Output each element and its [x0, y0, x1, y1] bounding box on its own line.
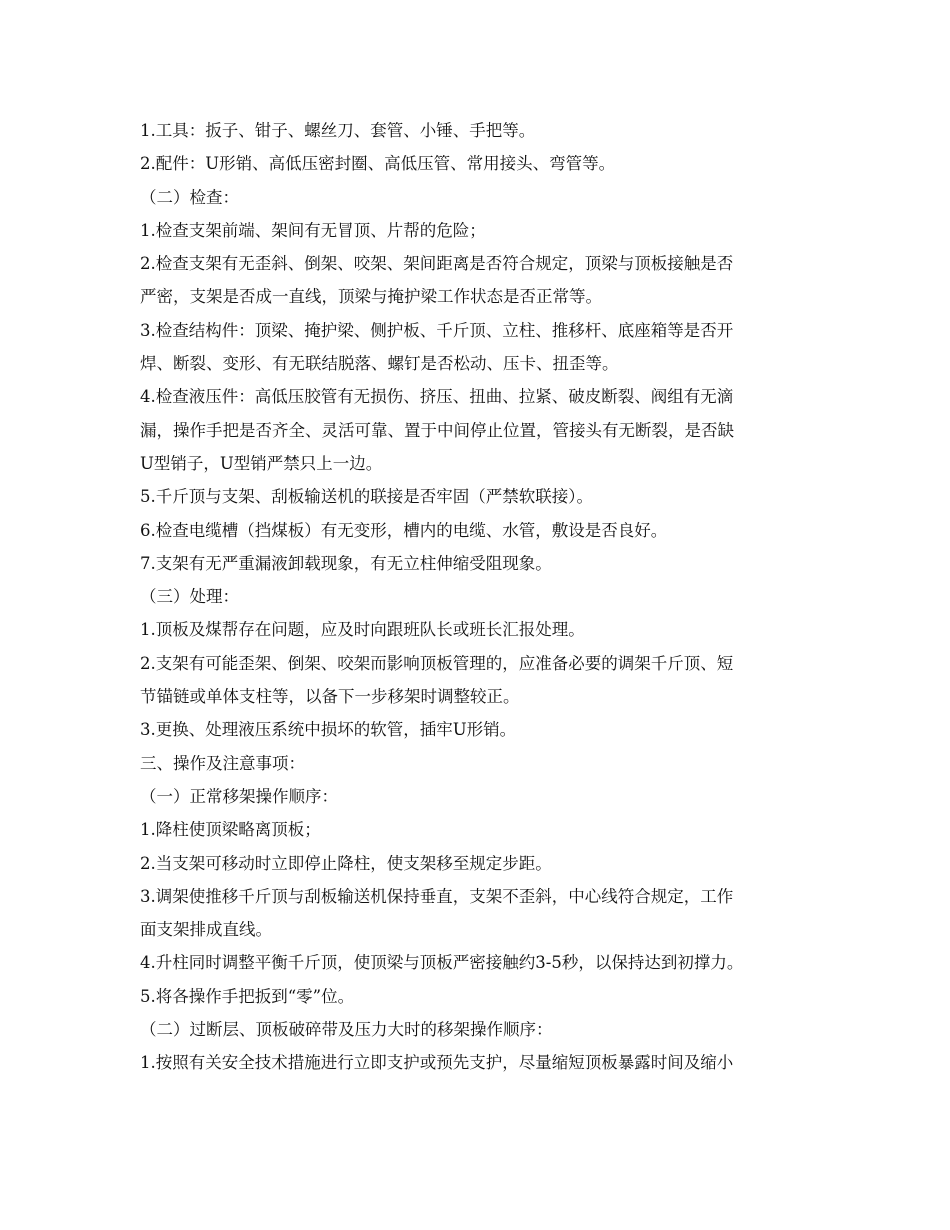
text-line: 2.检查支架有无歪斜、倒架、咬架、架间距离是否符合规定，顶梁与顶板接触是否	[140, 254, 734, 274]
section-heading: （三）处理：	[140, 587, 239, 607]
text-line: 6.检查电缆槽（挡煤板）有无变形，槽内的电缆、水管，敷设是否良好。	[140, 520, 668, 540]
text-line: 5.将各操作手把扳到“零”位。	[140, 986, 355, 1006]
text-line: 2.配件：U形销、高低压密封圈、高低压管、常用接头、弯管等。	[140, 154, 616, 174]
text-line: 5.千斤顶与支架、刮板输送机的联接是否牢固（严禁软联接）。	[140, 487, 593, 507]
text-line: U型销子，U型销严禁只上一边。	[140, 453, 383, 473]
text-line: 4.检查液压件：高低压胶管有无损伤、挤压、扭曲、拉紧、破皮断裂、阀组有无滴	[140, 387, 734, 407]
document-body	[140, 114, 830, 1080]
text-line: 面支架排成直线。	[140, 920, 272, 940]
text-line: 1.检查支架前端、架间有无冒顶、片帮的危险；	[140, 220, 486, 240]
text-line: 3.调架使推移千斤顶与刮板输送机保持垂直，支架不歪斜，中心线符合规定，工作	[140, 886, 734, 906]
text-line: 1.按照有关安全技术措施进行立即支护或预先支护，尽量缩短顶板暴露时间及缩小	[140, 1053, 734, 1073]
text-line: 漏，操作手把是否齐全、灵活可靠、置于中间停止位置，管接头有无断裂，是否缺	[140, 420, 734, 440]
text-line: 2.当支架可移动时立即停止降柱，使支架移至规定步距。	[140, 853, 552, 873]
section-heading: （一）正常移架操作顺序：	[140, 786, 338, 806]
text-line: 焊、断裂、变形、有无联结脱落、螺钉是否松动、压卡、扭歪等。	[140, 354, 619, 374]
text-line: 节锚链或单体支柱等，以备下一步移架时调整较正。	[140, 687, 520, 707]
text-line: 1.降柱使顶梁略离顶板；	[140, 820, 321, 840]
text-line: 1.顶板及煤帮存在问题，应及时向跟班队长或班长汇报处理。	[140, 620, 585, 640]
section-heading: （二）过断层、顶板破碎带及压力大时的移架操作顺序：	[140, 1020, 553, 1040]
text-line: 3.检查结构件：顶梁、掩护梁、侧护板、千斤顶、立柱、推移杆、底座箱等是否开	[140, 320, 734, 340]
text-line: 严密，支架是否成一直线，顶梁与掩护梁工作状态是否正常等。	[140, 287, 602, 307]
section-heading: （二）检查：	[140, 187, 239, 207]
text-line: 1.工具：扳子、钳子、螺丝刀、套管、小锤、手把等。	[140, 121, 536, 140]
text-line: 2.支架有可能歪架、倒架、咬架而影响顶板管理的，应准备必要的调架千斤顶、短	[140, 653, 734, 673]
text-line: 3.更换、处理液压系统中损坏的软管，插牢U形销。	[140, 720, 517, 740]
section-heading: 三、操作及注意事项：	[140, 753, 305, 773]
text-line: 4.升柱同时调整平衡千斤顶，使顶梁与顶板严密接触约3-5秒，以保持达到初撑力。	[140, 953, 744, 973]
text-line: 7.支架有无严重漏液卸载现象，有无立柱伸缩受阻现象。	[140, 553, 552, 573]
